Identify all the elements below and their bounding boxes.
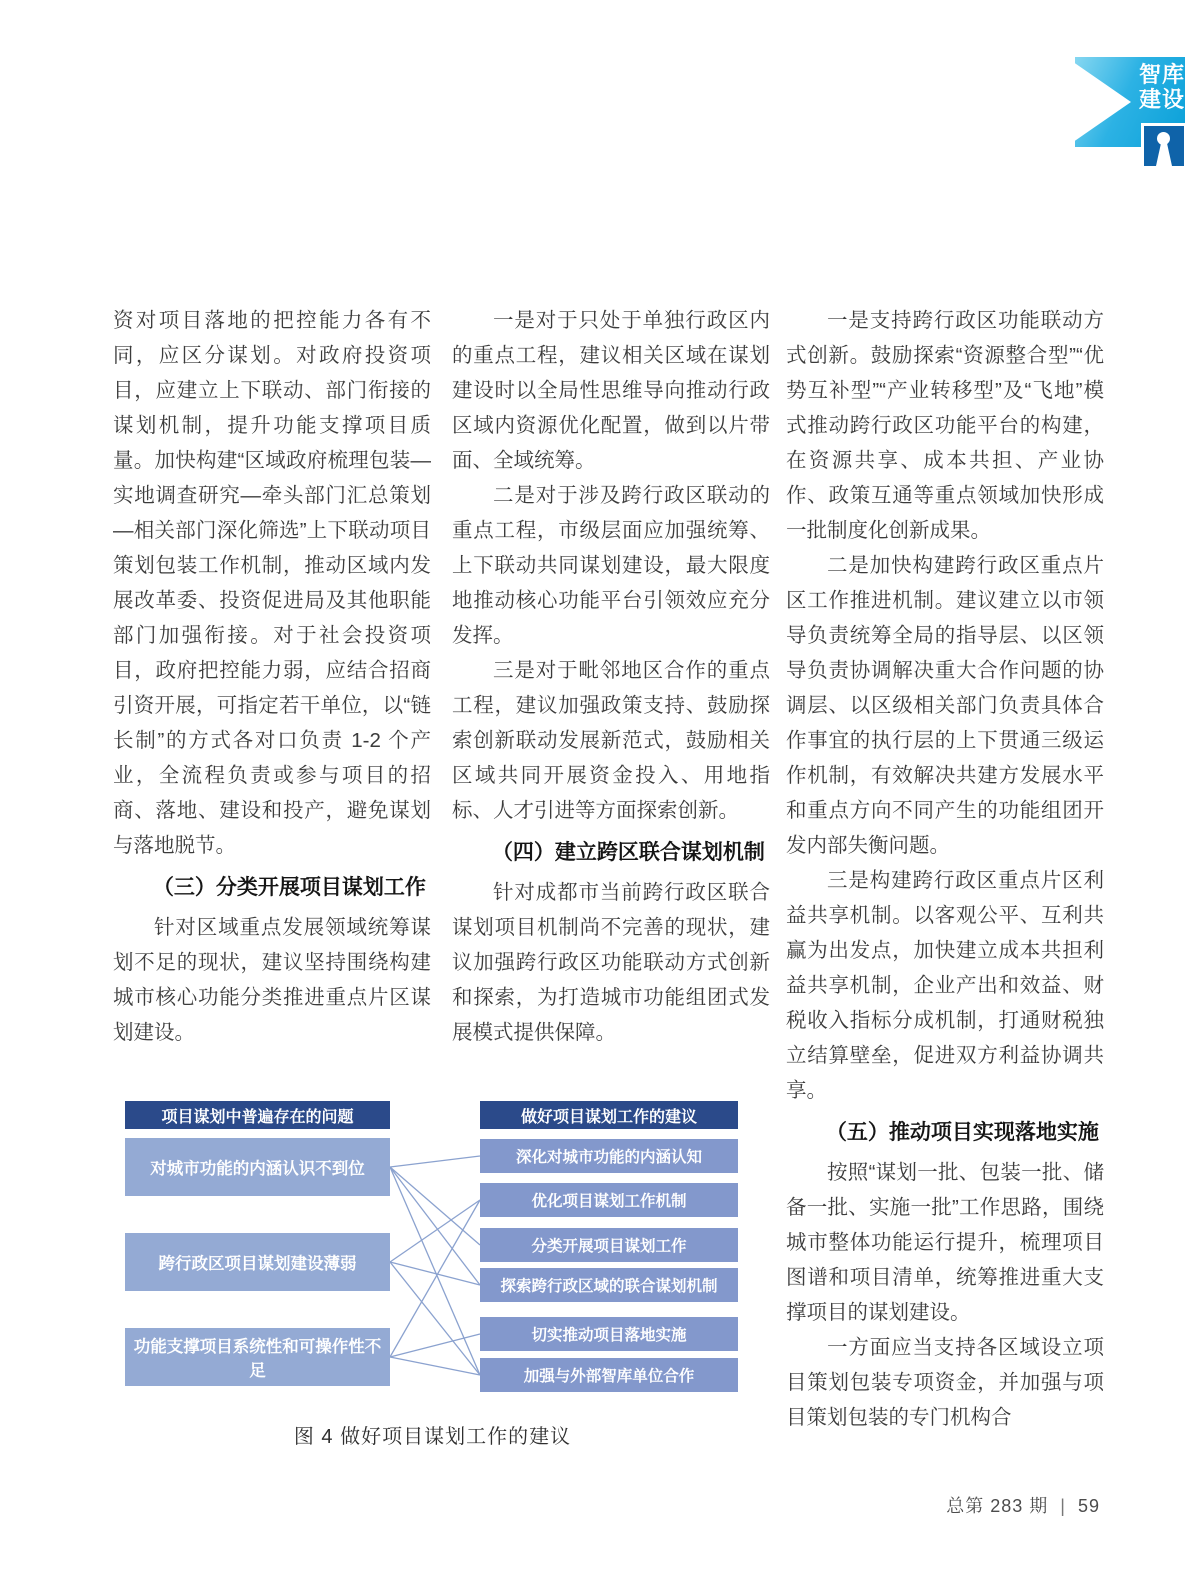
figure-suggestion-box: 分类开展项目谋划工作 [480, 1228, 738, 1262]
badge-title-line2: 建设 [1139, 87, 1186, 112]
text-column-3 [786, 303, 1104, 1435]
paragraph: 按照“谋划一批、包装一批、储备一批、实施一批”工作思路，围绕城市整体功能运行提升，梳理项目图谱和项目清单，统筹推进重大支撑项目的谋划建设。 [786, 1161, 1104, 1324]
paragraph: 一是对于只处于单独行政区内的重点工程，建议相关区域在谋划建设时以全局性思维导向推动行政区域内资源优化配置，做到以片带面、全域统筹。 [452, 309, 770, 472]
section-heading-3: （三）分类开展项目谋划工作 [152, 876, 426, 899]
keyhole-body-shape [1156, 142, 1172, 166]
figure-suggestion-box: 切实推动项目落地实施 [480, 1317, 738, 1351]
paragraph: 资对项目落地的把控能力各有不同，应区分谋划。对政府投资项目，应建立上下联动、部门衔接的谋划机制，提升功能支撑项目质量。加快构建“区域政府梳理包装—实地调查研究—牵头部门汇总策划—相关部门深化筛选”上下联动项目策划包装工作机制，推动区域内发展改革委、投资促进局及其他职能部门加强衔接。对于社会投资项目，政府把控能力弱，应结合招商引资开展，可指定若干单位，以“链长制”的方式各对口负责 1-2 个产业，全流程负责或参与项目的招商、落地、建设和投产，避免谋划与落地脱节。 [113, 309, 431, 857]
paragraph: 一方面应当支持各区域设立项目策划包装专项资金，并加强与项目策划包装的专门机构合 [786, 1336, 1104, 1429]
paragraph: 二是对于涉及跨行政区联动的重点工程，市级层面应加强统筹、上下联动共同谋划建设，最大限度地推动核心功能平台引领效应充分发挥。 [452, 484, 770, 647]
badge-title [1139, 62, 1187, 112]
paragraph: 三是对于毗邻地区合作的重点工程，建议加强政策支持、鼓励探索创新联动发展新范式，鼓励相关区域共同开展资金投入、用地指标、人才引进等方面探索创新。 [452, 659, 770, 822]
figure-suggestion-box: 深化对城市功能的内涵认知 [480, 1139, 738, 1173]
figure-suggestion-box: 优化项目谋划工作机制 [480, 1183, 738, 1217]
section-heading-4: （四）建立跨区联合谋划机制 [491, 841, 765, 864]
paragraph: 三是构建跨行政区重点片区利益共享机制。以客观公平、互利共赢为出发点，加快建立成本共担利益共享机制，企业产出和效益、财税收入指标分成机制，打通财税独立结算壁垒，促进双方利益协调共享。 [786, 869, 1104, 1102]
page-number: 59 [1077, 1496, 1100, 1516]
text-column-2 [452, 303, 770, 1050]
keyhole-icon [1141, 123, 1187, 169]
issue-number: 总第 283 期 [946, 1496, 1049, 1516]
figure-suggestion-box: 探索跨行政区域的联合谋划机制 [480, 1268, 738, 1302]
text-column-1 [113, 303, 431, 1050]
badge-title-line1: 智库 [1139, 62, 1186, 87]
figure-problem-box: 跨行政区项目谋划建设薄弱 [125, 1233, 390, 1291]
figure-right-header: 做好项目谋划工作的建议 [480, 1101, 738, 1129]
figure-caption: 图 4 做好项目谋划工作的建议 [293, 1426, 572, 1448]
paragraph: 针对成都市当前跨行政区联合谋划项目机制尚不完善的现状，建议加强跨行政区功能联动方式创新和探索，为打造城市功能组团式发展模式提供保障。 [452, 881, 770, 1044]
footer-separator: | [1060, 1496, 1066, 1516]
figure-problem-box: 功能支撑项目系统性和可操作性不足 [125, 1328, 390, 1386]
paragraph: 针对区域重点发展领域统筹谋划不足的现状，建议坚持围绕构建城市核心功能分类推进重点片区谋划建设。 [113, 916, 431, 1044]
paragraph: 二是加快构建跨行政区重点片区工作推进机制。建议建立以市领导负责统筹全局的指导层、以区领导负责协调解决重大合作问题的协调层、以区级相关部门负责具体合作事宜的执行层的上下贯通三级运作机制，有效解决共建方发展水平和重点方向不同产生的功能组团开发内部失衡问题。 [786, 554, 1104, 857]
figure-4-diagram [125, 1101, 740, 1393]
section-heading-5: （五）推动项目实现落地实施 [825, 1121, 1099, 1144]
figure-suggestion-box: 加强与外部智库单位合作 [480, 1358, 738, 1392]
figure-left-header: 项目谋划中普遍存在的问题 [125, 1101, 390, 1129]
paragraph: 一是支持跨行政区功能联动方式创新。鼓励探索“资源整合型”“优势互补型”“产业转移型”及“飞地”模式推动跨行政区功能平台的构建，在资源共享、成本共担、产业协作、政策互通等重点领域加快形成一批制度化创新成果。 [786, 309, 1104, 542]
figure-problem-box: 对城市功能的内涵认识不到位 [125, 1138, 390, 1196]
page-footer [790, 1492, 1100, 1518]
